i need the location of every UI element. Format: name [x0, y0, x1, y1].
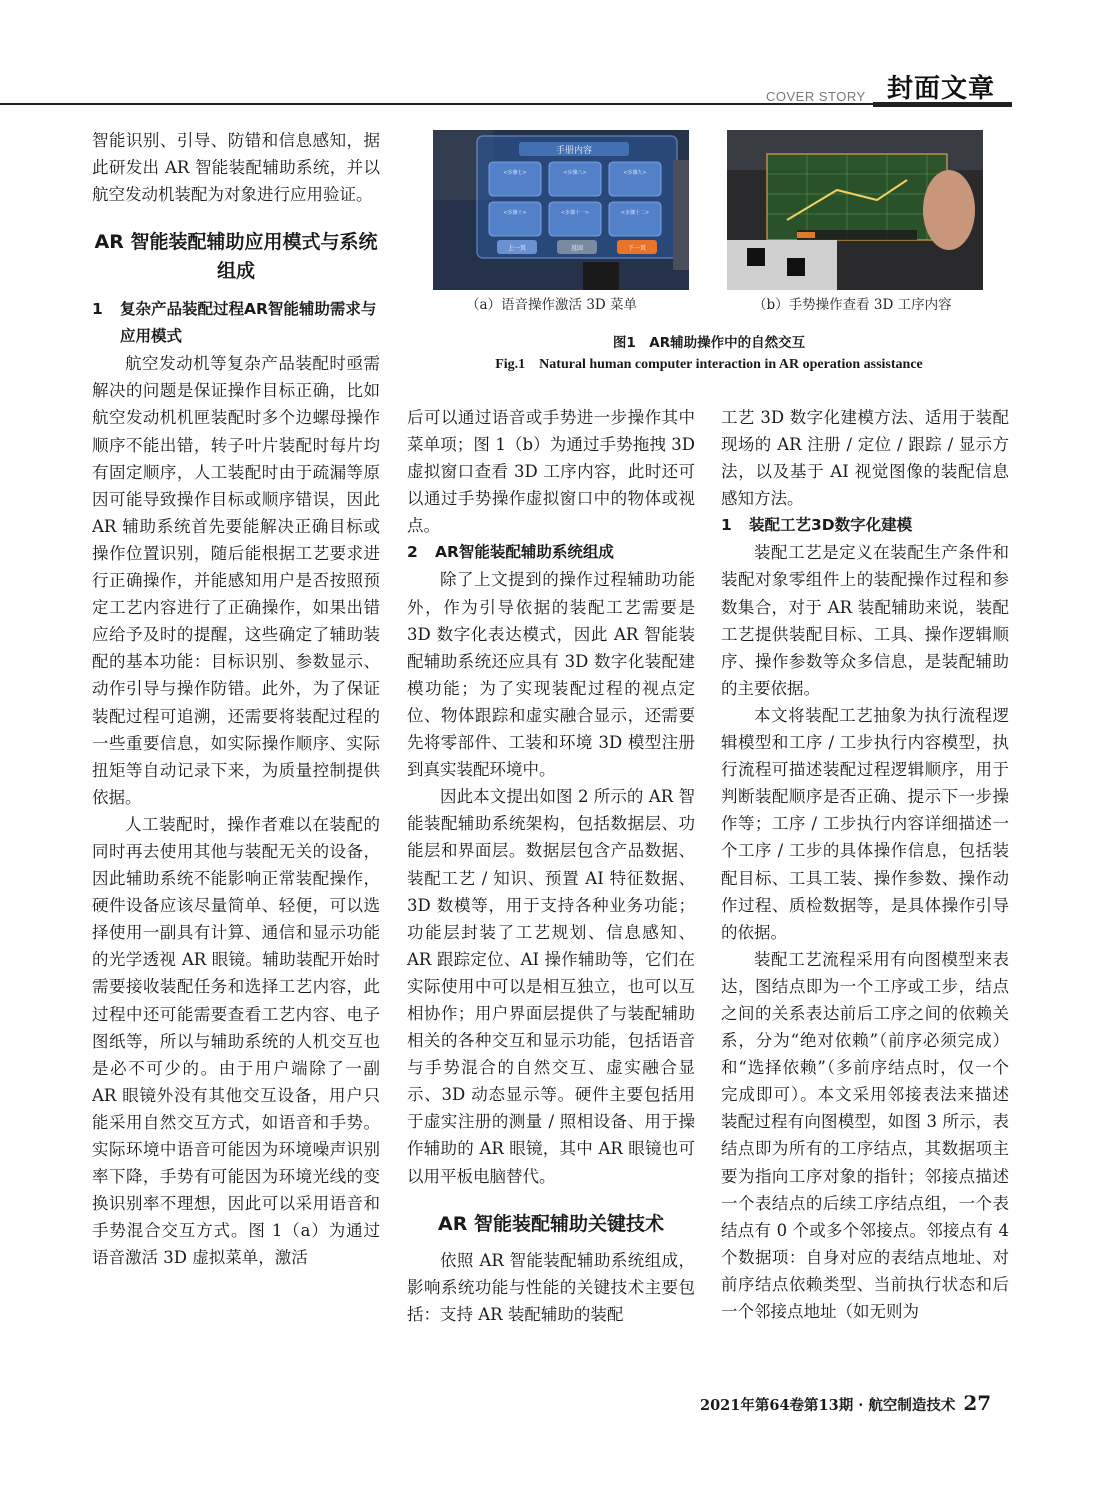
subsection-number: 2	[407, 543, 418, 562]
menu-btn-prev: 上一页	[507, 245, 527, 252]
menu-item-6: <步骤十二>	[620, 210, 650, 216]
figure-1b-caption: （b）手势操作查看 3D 工序内容	[753, 297, 952, 313]
paragraph: 本文将装配工艺抽象为执行流程逻辑模型和工序 / 工步执行内容模型，执行流程可描述装配过程逻辑顺序，用于判断装配顺序是否正确、提示下一步操作等；工序 / 工步执行内容详细描述一个工序 / 工步的具体操作信息，包括装配目标、工具工装、操作参数、操作动作过程、质检数据等，是具体操作引导的依据。	[721, 705, 1009, 942]
page-header	[0, 0, 1102, 112]
subsection-heading	[407, 539, 695, 566]
figure-1a-caption: （a）语音操作激活 3D 菜单	[466, 297, 638, 313]
text-column-2	[407, 404, 695, 1328]
journal-info: 2021年第64卷第13期 · 航空制造技术	[700, 1397, 956, 1414]
paragraph: 因此本文提出如图 2 所示的 AR 智能装配辅助系统架构，包括数据层、功能层和界面层。数据层包含产品数据、装配工艺 / 知识、预置 AI 特征数据、3D 数模等，用于支持各种业务功能；功能层封装了工艺规划、信息感知、AR 跟踪定位、AI 操作辅助等，它们在实际使用中可以是相互独立，也可以互相协作；用户界面层提供了与装配辅助相关的各种交互和显示功能，包括语音与手势混合的自然交互、虚实融合显示、3D 动态显示等。硬件主要包括用于虚实注册的测量 / 照相设备、用于操作辅助的 AR 眼镜，其中 AR 眼镜也可以用平板电脑替代。	[407, 787, 695, 1186]
subsection-heading	[92, 296, 380, 350]
menu-item-5: <步骤十一>	[560, 210, 590, 216]
text-column-3	[721, 404, 1009, 1325]
paragraph: 智能识别、引导、防错和信息感知，据此研发出 AR 智能装配辅助系统，并以航空发动机装配为对象进行应用验证。	[92, 131, 380, 205]
paragraph: 航空发动机等复杂产品装配时亟需解决的问题是保证操作目标正确，比如航空发动机机匣装配时多个边螺母操作顺序不能出错，转子叶片装配时每片均有固定顺序，人工装配时由于疏漏等原因可能导致操作目标或顺序错误，因此 AR 辅助系统首先要能解决正确目标或操作位置识别，随后能根据工艺要求进行正确操作，并能感知用户是否按照预定工艺内容进行了正确操作，如果出错应给予及时的提醒，这些确定了辅助装配的基本功能：目标识别、参数显示、动作引导与操作防错。此外，为了保证装配过程可追溯，还需要将装配过程的一些重要信息，如实际操作顺序、实际扭矩等自动记录下来，为质量控制提供依据。	[92, 354, 380, 807]
page-number: 27	[963, 1391, 992, 1415]
subsection-title: AR智能装配辅助系统组成	[435, 543, 614, 562]
section-heading: AR 智能装配辅助应用模式与系统组成	[94, 231, 378, 283]
ar-menu-photo	[433, 130, 689, 290]
paragraph: 装配工艺是定义在装配生产条件和装配对象零组件上的装配操作过程和参数集合，对于 AR 装配辅助来说，装配工艺提供装配目标、工具、操作逻辑顺序、操作参数等众多信息，是装配辅助的主要依据。	[721, 543, 1009, 698]
menu-btn-next: 下一页	[627, 245, 647, 252]
ar-gesture-photo	[727, 130, 983, 290]
figure-1b-image	[727, 130, 983, 290]
paragraph: 工艺 3D 数字化建模方法、适用于装配现场的 AR 注册 / 定位 / 跟踪 / 显示方法，以及基于 AI 视觉图像的装配信息感知方法。	[721, 408, 1009, 509]
subsection-number: 1	[721, 516, 732, 535]
text-column-1	[92, 127, 380, 1271]
paragraph: 装配工艺流程采用有向图模型来表达，图结点即为一个工序或工步，结点之间的关系表达前后工序之间的依赖关系，分为“绝对依赖”（前序必须完成）和“选择依赖”（多前序结点时，仅一个完成即可）。本文采用邻接表法来描述装配过程有向图模型，如图 3 所示，表结点即为所有的工序结点，其数据项主要为指向工序对象的指针；邻接点描述一个表结点的后续工序结点组，一个表结点有 0 个或多个邻接点。邻接点有 4 个数据项：自身对应的表结点地址、对前序结点依赖类型、当前执行状态和后一个邻接点地址（如无则为	[721, 949, 1009, 1321]
subsection-number: 1	[92, 300, 103, 319]
paragraph: 除了上文提到的操作过程辅助功能外，作为引导依据的装配工艺需要是 3D 数字化表达模式，因此 AR 智能装配辅助系统还应具有 3D 数字化装配建模功能；为了实现装配过程的视点定位、物体跟踪和虚实融合显示，还需要先将零部件、工装和环境 3D 模型注册到真实装配环境中。	[407, 570, 695, 780]
cover-story-label: COVER STORY	[766, 89, 866, 104]
menu-item-4: <步骤十>	[503, 210, 527, 216]
section-heading: AR 智能装配辅助关键技术	[438, 1212, 664, 1235]
paragraph: 人工装配时，操作者难以在装配的同时再去使用其他与装配无关的设备，因此辅助系统不能影响正常装配操作，硬件设备应该尽量简单、轻便，可以选择使用一副具有计算、通信和显示功能的光学透视 AR 眼镜。辅助装配开始时需要接收装配任务和选择工艺内容，此过程中还可能需要查看工艺内容、电子图纸等，所以与辅助系统的人机交互也是必不可少的。由于用户端除了一副 AR 眼镜外没有其他交互设备，用户只能采用自然交互方式，如语音和手势。实际环境中语音可能因为环境噪声识别率下降，手势有可能因为环境光线的变换识别率不理想，因此可以采用语音和手势混合交互方式。图 1（a）为通过语音激活 3D 虚拟菜单，激活	[92, 814, 380, 1268]
subsection-title: 装配工艺3D数字化建模	[749, 516, 913, 535]
figure-1-title-cn: 图1 AR辅助操作中的自然交互	[612, 335, 806, 351]
subsection-title: 复杂产品装配过程AR智能辅助需求与应用模式	[120, 300, 377, 346]
figure-1a-image	[433, 130, 689, 290]
page-footer	[700, 1391, 991, 1415]
section-title: 封面文章	[887, 74, 996, 104]
menu-item-3: <步骤九>	[623, 170, 647, 176]
figure-1-title-en: Fig.1 Natural human computer interaction in AR operation assistance	[495, 357, 923, 372]
paragraph: 后可以通过语音或手势进一步操作其中菜单项；图 1（b）为通过手势拖拽 3D 虚拟窗口查看 3D 工序内容，此时还可以通过手势操作虚拟窗口中的物体或视点。	[407, 408, 695, 536]
menu-title: 手册内容	[555, 146, 593, 156]
paragraph: 依照 AR 智能装配辅助系统组成，影响系统功能与性能的关键技术主要包括：支持 AR 装配辅助的装配	[407, 1250, 695, 1324]
menu-item-2: <步骤八>	[563, 170, 587, 176]
menu-item-1: <步骤七>	[503, 170, 527, 176]
subsection-heading	[721, 512, 1009, 539]
menu-btn-back: 返回	[570, 245, 584, 252]
